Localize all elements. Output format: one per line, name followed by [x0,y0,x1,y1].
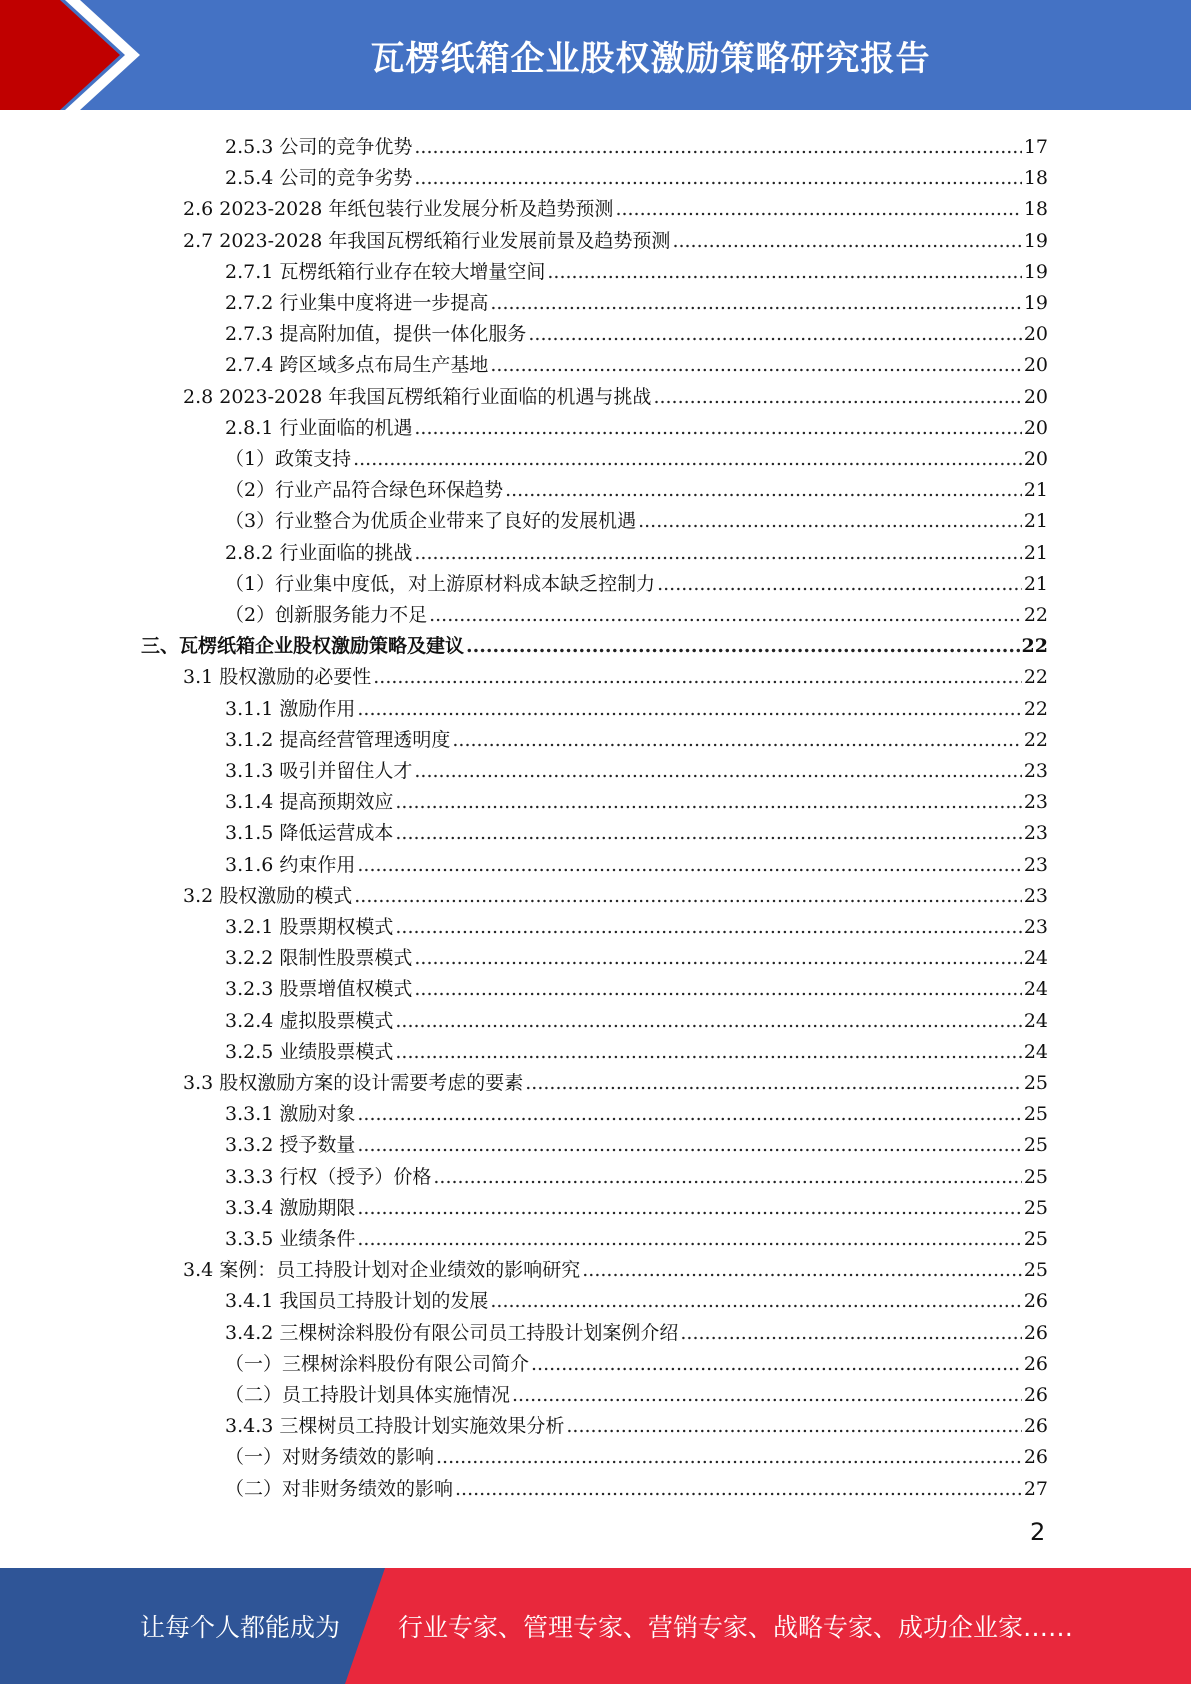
toc-entry[interactable] [225,1001,1048,1032]
footer-slogan-right: 行业专家、管理专家、营销专家、战略专家、成功企业家…… [398,1613,1074,1642]
toc-entry-page: 19 [1023,229,1048,252]
toc-entry[interactable] [183,377,1048,408]
toc-dot-leader [490,354,1021,376]
toc-entry[interactable] [225,470,1048,501]
toc-entry-title: 3.2.5 业绩股票模式 [225,1040,394,1063]
toc-entry-title: 三、瓦楞纸箱企业股权激励策略及建议 [141,635,465,658]
toc-dot-leader [638,510,1022,532]
toc-dot-leader [436,1446,1022,1468]
toc-entry-page: 21 [1023,572,1048,595]
toc-dot-leader [395,1010,1021,1032]
toc-entry-title: 2.6 2023-2028 年纸包装行业发展分析及趋势预测 [183,198,614,221]
toc-entry[interactable] [183,876,1048,907]
toc-entry[interactable] [225,845,1048,876]
toc-entry[interactable] [225,720,1048,751]
toc-entry-title: （1）行业集中度低，对上游原材料成本缺乏控制力 [225,572,656,595]
toc-entry-page: 20 [1023,448,1048,470]
toc-entry-title: 3.1.4 提高预期效应 [225,791,394,814]
toc-entry[interactable] [183,1250,1048,1281]
toc-entry-page: 17 [1023,136,1048,158]
toc-dot-leader [582,1259,1022,1281]
toc-entry-title: 3.4.1 我国员工持股计划的发展 [225,1290,489,1313]
toc-entry-page: 20 [1023,385,1048,408]
toc-dot-leader [547,261,1021,283]
toc-entry-title: 3.1.3 吸引并留住人才 [225,760,413,782]
toc-entry[interactable] [225,1469,1048,1500]
toc-entry-title: （3）行业整合为优质企业带来了良好的发展机遇 [225,510,637,533]
toc-dot-leader [433,1166,1021,1188]
toc-entry[interactable] [225,907,1048,938]
toc-entry-title: （一）三棵树涂料股份有限公司简介 [225,1352,530,1375]
toc-entry[interactable] [225,1125,1048,1156]
toc-dot-leader [531,1353,1022,1375]
toc-entry-title: 3.1 股权激励的必要性 [183,666,372,689]
toc-dot-leader [657,573,1022,595]
toc-dot-leader [414,167,1021,189]
toc-entry-title: 2.7.4 跨区域多点布局生产基地 [225,354,489,377]
toc-entry-page: 18 [1023,198,1048,221]
toc-entry-title: 2.5.4 公司的竞争劣势 [225,167,413,190]
toc-entry-page: 20 [1023,416,1048,439]
toc-entry-page: 24 [1023,978,1048,1001]
toc-entry[interactable] [225,1375,1048,1406]
toc-entry[interactable] [225,127,1048,158]
toc-entry-page: 22 [1023,604,1048,626]
toc-entry-title: 3.3.4 激励期限 [225,1196,356,1219]
toc-entry-page: 21 [1023,479,1048,502]
report-title: 瓦楞纸箱企业股权激励策略研究报告 [370,38,931,79]
toc-entry-page: 25 [1023,1165,1048,1188]
toc-dot-leader [357,1134,1021,1156]
toc-entry[interactable] [183,1063,1048,1094]
toc-entry[interactable] [225,533,1048,564]
toc-entry-title: （一）对财务绩效的影响 [225,1446,435,1469]
toc-dot-leader [452,729,1021,751]
toc-entry-title: 3.3.3 行权（授予）价格 [225,1165,432,1188]
toc-entry-page: 26 [1023,1290,1048,1313]
toc-dot-leader [357,1228,1021,1250]
toc-entry-title: 3.2.1 股票期权模式 [225,916,394,938]
toc-entry-title: （1）政策支持 [225,448,352,470]
toc-entry[interactable] [183,657,1048,688]
toc-dot-leader [528,323,1021,345]
toc-entry-page: 21 [1023,541,1048,564]
toc-entry-page: 19 [1023,292,1048,314]
toc-entry[interactable] [225,439,1048,470]
toc-entry[interactable] [225,969,1048,1000]
toc-entry-title: 3.3.5 业绩条件 [225,1228,356,1250]
toc-entry-page: 24 [1023,1040,1048,1063]
toc-entry-page: 26 [1023,1321,1048,1344]
toc-entry[interactable] [225,689,1048,720]
toc-dot-leader [414,978,1021,1000]
toc-entry-title: 3.1.5 降低运营成本 [225,822,394,845]
toc-entry-page: 22 [1023,697,1048,720]
toc-entry-page: 22 [1023,666,1048,689]
toc-entry[interactable] [141,626,1048,657]
toc-entry-title: （2）行业产品符合绿色环保趋势 [225,479,504,502]
toc-dot-leader [414,760,1021,782]
toc-entry-page: 25 [1023,1259,1048,1282]
toc-dot-leader [512,1384,1022,1406]
toc-entry[interactable] [225,1344,1048,1375]
toc-entry-page: 26 [1023,1384,1048,1406]
toc-dot-leader [525,1072,1022,1094]
toc-entry[interactable] [225,1188,1048,1219]
toc-entry[interactable] [225,158,1048,189]
toc-entry-title: 2.8.1 行业面临的机遇 [225,416,413,439]
toc-entry[interactable] [225,1094,1048,1125]
toc-dot-leader [414,136,1021,158]
toc-entry-title: 2.7.2 行业集中度将进一步提高 [225,292,489,314]
toc-entry-page: 26 [1023,1446,1048,1469]
toc-entry-page: 23 [1023,760,1048,782]
toc-dot-leader [566,1415,1021,1437]
toc-entry[interactable] [225,1157,1048,1188]
toc-entry[interactable] [225,501,1048,532]
toc-entry[interactable] [225,314,1048,345]
toc-entry[interactable] [225,345,1048,376]
toc-entry[interactable] [225,813,1048,844]
toc-dot-leader [466,635,1020,657]
toc-dot-leader [490,292,1021,314]
toc-dot-leader [353,448,1022,470]
toc-dot-leader [680,1322,1021,1344]
toc-entry[interactable] [183,221,1048,252]
toc-entry[interactable] [225,595,1048,626]
toc-entry-page: 27 [1023,1477,1048,1500]
toc-dot-leader [653,386,1021,408]
footer-slogan-left: 让每个人都能成为 [140,1613,341,1642]
toc-entry-page: 22 [1023,728,1048,751]
toc-dot-leader [357,1103,1021,1125]
toc-entry[interactable] [225,1406,1048,1437]
toc-entry-page: 23 [1023,884,1048,907]
toc-entry[interactable] [225,564,1048,595]
toc-entry-page: 22 [1021,635,1048,658]
toc-entry-title: 2.8 2023-2028 年我国瓦楞纸箱行业面临的机遇与挑战 [183,385,652,408]
toc-entry-title: 2.7.3 提高附加值，提供一体化服务 [225,323,527,346]
toc-entry[interactable] [225,1281,1048,1312]
toc-entry[interactable] [225,252,1048,283]
toc-dot-leader [395,916,1021,938]
toc-dot-leader [395,822,1021,844]
toc-dot-leader [490,1290,1021,1312]
toc-entry-title: 3.2.3 股票增值权模式 [225,978,413,1001]
toc-entry-title: 2.5.3 公司的竞争优势 [225,136,413,158]
toc-dot-leader [429,604,1022,626]
toc-entry-page: 20 [1023,323,1048,346]
toc-entry-page: 25 [1023,1072,1048,1094]
toc-dot-leader [414,542,1021,564]
toc-entry-page: 24 [1023,1009,1048,1032]
page-number: 2 [1030,1518,1046,1546]
toc-entry-page: 25 [1023,1228,1048,1250]
toc-entry-page: 18 [1023,167,1048,190]
toc-dot-leader [505,479,1022,501]
toc-dot-leader [672,230,1021,252]
toc-entry-page: 26 [1023,1415,1048,1438]
toc-entry-title: （二）员工持股计划具体实施情况 [225,1384,511,1406]
toc-entry-title: 3.3.1 激励对象 [225,1103,356,1126]
toc-entry-page: 26 [1023,1352,1048,1375]
toc-entry-page: 23 [1023,791,1048,814]
toc-entry-page: 25 [1023,1134,1048,1157]
toc-entry[interactable] [183,189,1048,220]
toc-entry-page: 20 [1023,354,1048,377]
toc-dot-leader [354,885,1022,907]
toc-entry-page: 23 [1023,822,1048,845]
toc-entry-title: 2.8.2 行业面临的挑战 [225,541,413,564]
report-header [0,0,1191,110]
toc-entry[interactable] [225,1437,1048,1468]
toc-entry[interactable] [225,751,1048,782]
toc-entry-page: 25 [1023,1103,1048,1126]
toc-entry[interactable] [225,782,1048,813]
toc-entry[interactable] [225,283,1048,314]
toc-dot-leader [395,1041,1021,1063]
toc-entry-title: 3.2.4 虚拟股票模式 [225,1009,394,1032]
toc-entry-page: 24 [1023,947,1048,970]
toc-entry-title: 3.1.6 约束作用 [225,853,356,876]
toc-entry-title: 3.4.3 三棵树员工持股计划实施效果分析 [225,1415,565,1438]
toc-entry-title: 3.2 股权激励的模式 [183,884,353,907]
toc-entry-page: 19 [1023,260,1048,283]
toc-entry-page: 21 [1023,510,1048,533]
toc-entry-title: 2.7.1 瓦楞纸箱行业存在较大增量空间 [225,260,546,283]
header-red-arrow-decoration [0,0,150,110]
toc-entry[interactable] [225,1219,1048,1250]
toc-dot-leader [455,1478,1022,1500]
toc-entry-title: 3.1.1 激励作用 [225,697,356,720]
toc-dot-leader [357,854,1021,876]
toc-entry-page: 25 [1023,1196,1048,1219]
toc-dot-leader [615,198,1021,220]
toc-entry[interactable] [225,938,1048,969]
toc-dot-leader [414,417,1021,439]
toc-entry[interactable] [225,1313,1048,1344]
toc-entry-title: （2）创新服务能力不足 [225,604,428,626]
toc-entry-title: 3.1.2 提高经营管理透明度 [225,728,451,751]
report-footer [0,1568,1191,1684]
toc-dot-leader [373,666,1022,688]
toc-entry-page: 23 [1023,853,1048,876]
toc-entry-title: （二）对非财务绩效的影响 [225,1477,454,1500]
toc-entry-title: 3.3 股权激励方案的设计需要考虑的要素 [183,1072,524,1094]
toc-entry-title: 3.4.2 三棵树涂料股份有限公司员工持股计划案例介绍 [225,1321,679,1344]
toc-dot-leader [395,791,1021,813]
toc-entry-page: 23 [1023,916,1048,938]
toc-dot-leader [357,698,1021,720]
toc-entry[interactable] [225,1032,1048,1063]
toc-entry-title: 3.3.2 授予数量 [225,1134,356,1157]
toc-entry[interactable] [225,408,1048,439]
toc-entry-title: 3.4 案例：员工持股计划对企业绩效的影响研究 [183,1259,581,1282]
toc-dot-leader [357,1197,1021,1219]
toc-entry-title: 3.2.2 限制性股票模式 [225,947,413,970]
toc-entry-title: 2.7 2023-2028 年我国瓦楞纸箱行业发展前景及趋势预测 [183,229,671,252]
toc-dot-leader [414,947,1021,969]
